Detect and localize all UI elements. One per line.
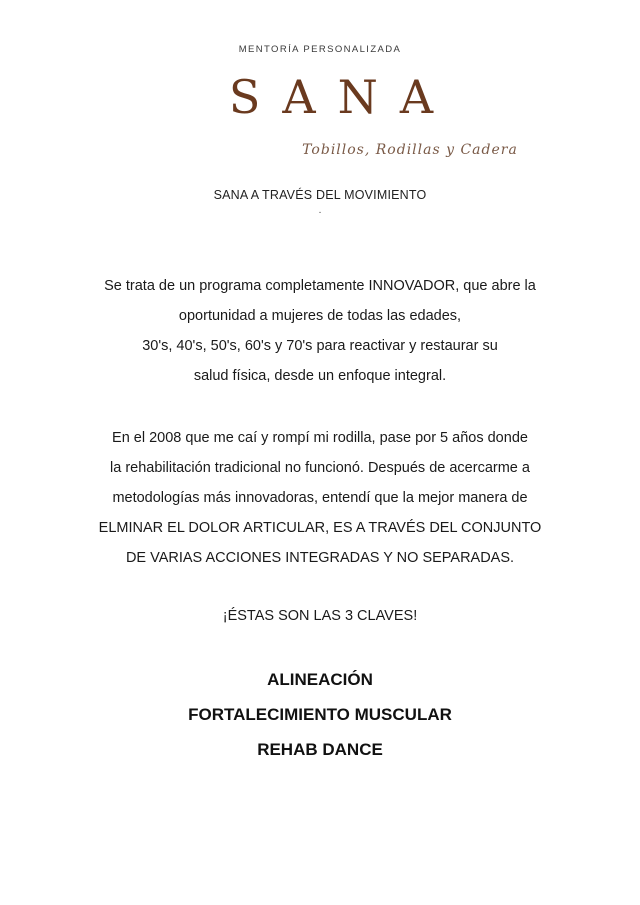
paragraph-line: 30's, 40's, 50's, 60's y 70's para reactivar y restaurar su bbox=[142, 338, 498, 354]
subtitle: SANA A TRAVÉS DEL MOVIMIENTO bbox=[213, 188, 427, 202]
eyebrow-text: MENTORÍA PERSONALIZADA bbox=[238, 44, 402, 55]
paragraph-line: ELMINAR EL DOLOR ARTICULAR, ES A TRAVÉS DEL CONJUNTO bbox=[98, 520, 542, 536]
brand-logo: SANA bbox=[228, 70, 456, 124]
paragraph-line: DE VARIAS ACCIONES INTEGRADAS Y NO SEPARADAS. bbox=[125, 550, 515, 566]
key-item-rehab-dance: REHAB DANCE bbox=[257, 740, 383, 759]
paragraph-line: En el 2008 que me caí y rompí mi rodilla, pase por 5 años donde bbox=[112, 430, 528, 446]
paragraph-line: Se trata de un programa completamente INNOVADOR, que abre la bbox=[104, 278, 536, 294]
brand-tagline: Tobillos, Rodillas y Cadera bbox=[302, 142, 518, 158]
paragraph-line: la rehabilitación tradicional no funcionó. Después de acercarme a bbox=[110, 460, 530, 476]
separator-dot: . bbox=[318, 205, 322, 216]
paragraph-line: salud física, desde un enfoque integral. bbox=[193, 368, 447, 384]
claves-intro: ¡ÉSTAS SON LAS 3 CLAVES! bbox=[222, 608, 418, 624]
key-item-fortalecimiento: FORTALECIMIENTO MUSCULAR bbox=[188, 705, 452, 724]
key-item-alineacion: ALINEACIÓN bbox=[267, 670, 373, 689]
paragraph-line: metodologías más innovadoras, entendí que la mejor manera de bbox=[112, 490, 528, 506]
paragraph-line: oportunidad a mujeres de todas las edades, bbox=[178, 308, 462, 324]
story-paragraph bbox=[0, 423, 640, 573]
intro-paragraph bbox=[0, 271, 640, 391]
keys-list bbox=[0, 662, 640, 767]
